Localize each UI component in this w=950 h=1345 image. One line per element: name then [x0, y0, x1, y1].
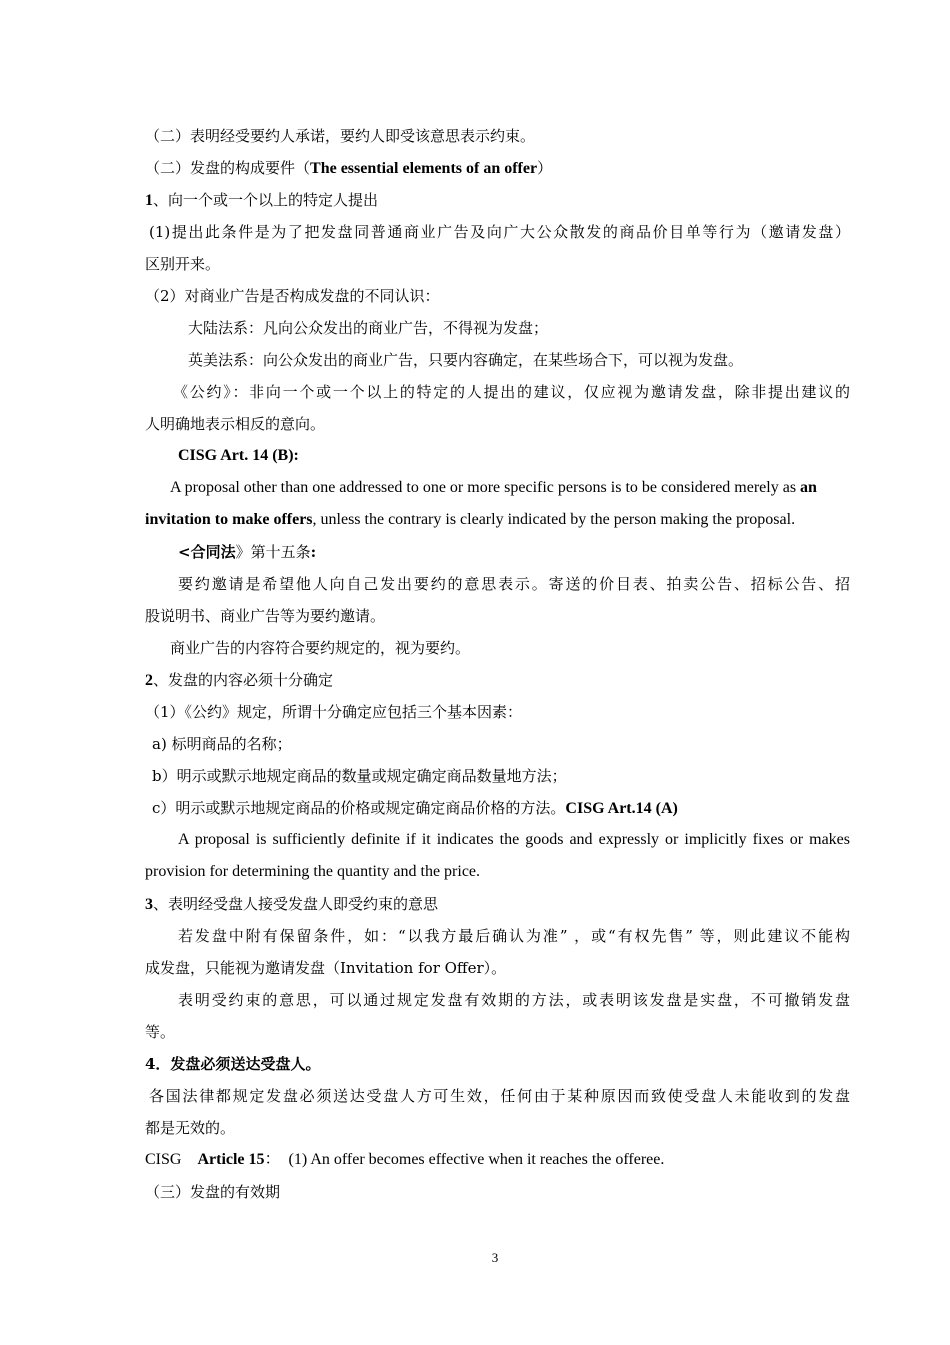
paragraph: （二）表明经受要约人承诺，要约人即受该意思表示约束。: [145, 127, 536, 145]
paragraph: 《公约》：非向一个或一个以上的特定的人提出的建议，仅应视为邀请发盘，除非提出建议的: [173, 383, 850, 401]
section-heading: （三）发盘的有效期: [145, 1183, 281, 1201]
paragraph: 区别开来。: [145, 255, 221, 273]
article-heading: CISG Art. 14 (B):: [178, 447, 299, 464]
paragraph: 等。: [145, 1023, 176, 1041]
page-number: 3: [491, 1250, 499, 1265]
paragraph: 若发盘中附有保留条件，如：“以我方最后确认为准” ，或“有权先售” 等，则此建议不能构: [178, 927, 850, 945]
paragraph: 商业广告的内容符合要约规定的，视为要约。: [170, 639, 471, 657]
list-item: a) 标明商品的名称；: [152, 735, 292, 753]
paragraph: 表明受约束的意思，可以通过规定发盘有效期的方法，或表明该发盘是实盘，不可撤销发盘: [178, 991, 850, 1009]
list-item: b）明示或默示地规定商品的数量或规定确定商品数量地方法；: [152, 767, 567, 785]
list-item: c）明示或默示地规定商品的价格或规定确定商品价格的方法。CISG Art.14 (A): [152, 799, 678, 817]
paragraph: （2）对商业广告是否构成发盘的不同认识：: [145, 287, 440, 305]
article-line: CISG Article 15： (1) An offer becomes effective when it reaches the offeree.: [145, 1151, 665, 1168]
paragraph: 要约邀请是希望他人向自己发出要约的意思表示。寄送的价目表、拍卖公告、招标公告、招: [178, 575, 850, 593]
paragraph: 成发盘，只能视为邀请发盘（Invitation for Offer）。: [145, 959, 507, 977]
paragraph: 股说明书、商业广告等为要约邀请。: [145, 607, 386, 625]
paragraph: 都是无效的。: [145, 1119, 236, 1137]
paragraph: invitation to make offers, unless the contrary is clearly indicated by the person making the proposal.: [145, 511, 796, 528]
article-heading: <合同法》第十五条:: [178, 543, 317, 561]
paragraph: （1）《公约》规定，所谓十分确定应包括三个基本因素：: [145, 703, 523, 721]
paragraph: 各国法律都规定发盘必须送达受盘人方可生效，任何由于某种原因而致使受盘人未能收到的发盘: [149, 1087, 850, 1105]
section-heading: 1、向一个或一个以上的特定人提出: [145, 191, 379, 209]
paragraph: A proposal is sufficiently definite if it indicates the goods and expressly or implicitly fixes or makes: [178, 831, 850, 848]
section-heading: 3、表明经受盘人接受发盘人即受约束的意思: [145, 895, 439, 913]
paragraph: (1)提出此条件是为了把发盘同普通商业广告及向广大公众散发的商品价目单等行为（邀请发盘）: [149, 223, 850, 241]
paragraph: 英美法系：向公众发出的商业广告，只要内容确定，在某些场合下，可以视为发盘。: [188, 351, 744, 369]
section-heading: 2、发盘的内容必须十分确定: [145, 671, 334, 689]
section-heading: （二）发盘的构成要件（The essential elements of an offer）: [145, 159, 553, 177]
section-heading: 4．发盘必须送达受盘人。: [145, 1055, 321, 1073]
paragraph: provision for determining the quantity and the price.: [145, 863, 481, 880]
paragraph: A proposal other than one addressed to one or more specific persons is to be considered merely as an: [170, 479, 817, 496]
paragraph: 人明确地表示相反的意向。: [145, 415, 326, 433]
paragraph: 大陆法系：凡向公众发出的商业广告，不得视为发盘；: [188, 319, 549, 337]
